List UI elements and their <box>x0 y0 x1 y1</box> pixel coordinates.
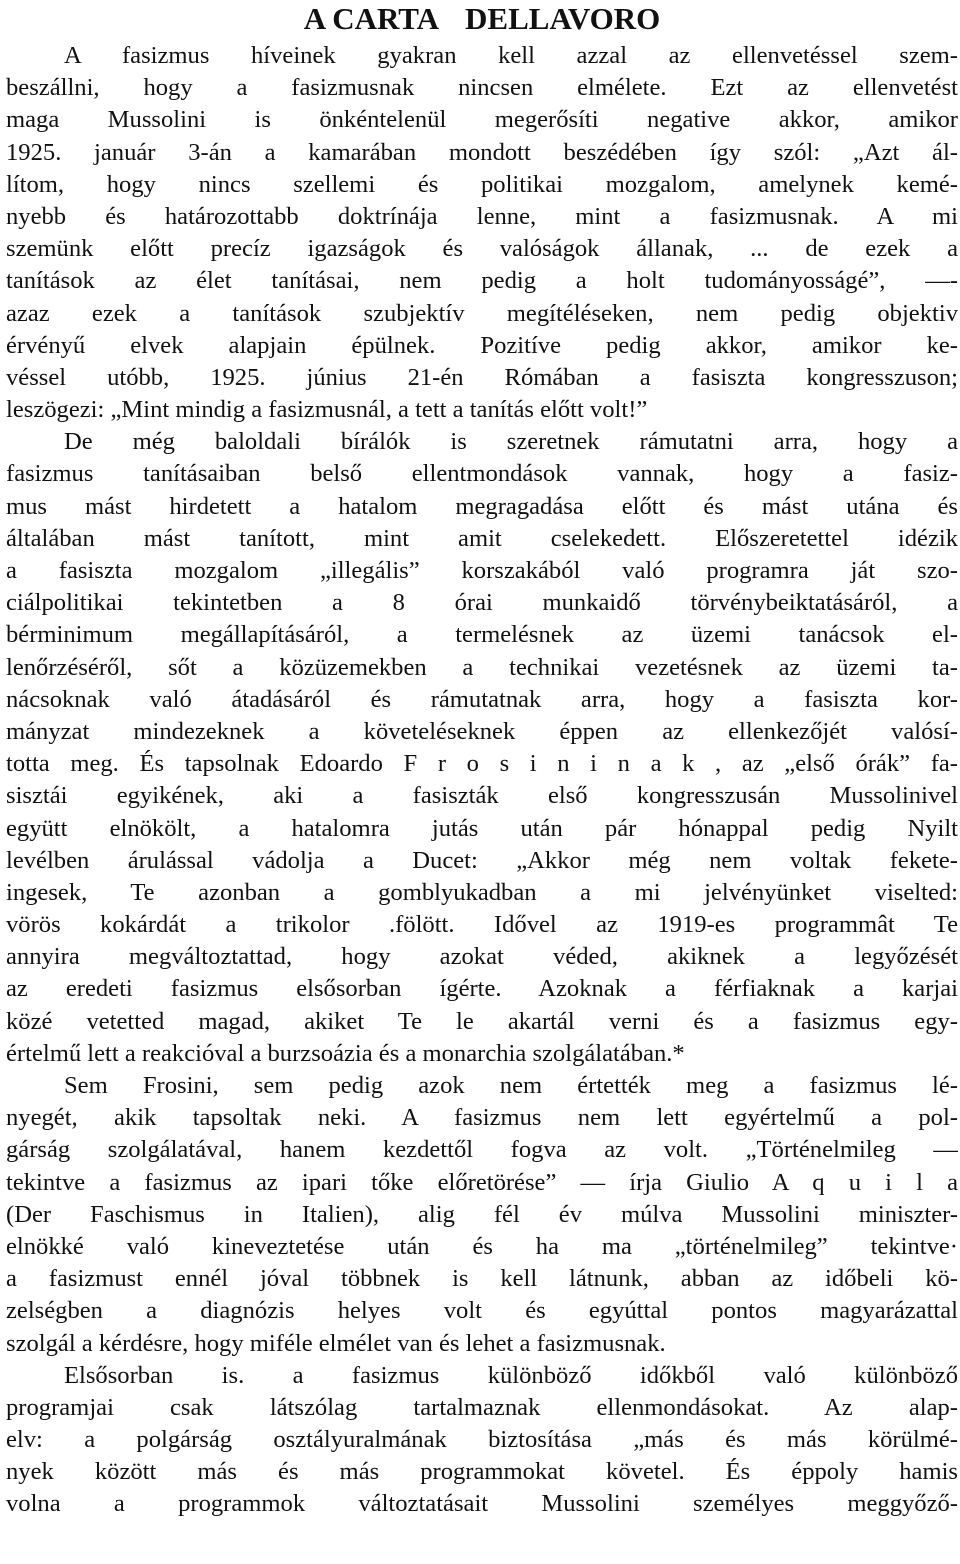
text-line: a fasizmust ennél jóval többnek is kell látnunk, abban az időbeli kö- <box>6 1265 958 1293</box>
text-line: volna a programmok változtatásait Mussolini személyes meggyőző- <box>6 1490 958 1518</box>
text-line: zelségben a diagnózis helyes volt és egyúttal pontos magyarázattal <box>6 1297 958 1325</box>
text-line: gárság szolgálatával, hanem kezdettől fogva az volt. „Történelmileg — <box>6 1136 958 1164</box>
title-word-1: A CARTA <box>303 1 440 36</box>
text-line: nyek között más és más programmokat követel. És éppoly hamis <box>6 1458 958 1486</box>
text-line: beszállni, hogy a fasizmusnak nincsen elmélete. Ezt az ellenvetést <box>6 74 958 102</box>
text-line: szolgál a kérdésre, hogy miféle elmélet van és lehet a fasizmusnak. <box>6 1329 666 1357</box>
text-line: az eredeti fasizmus elsősorban ígérte. Azoknak a férfiaknak a karjai <box>6 975 958 1003</box>
text-line: programjai csak látszólag tartalmaznak ellenmondásokat. Az alap- <box>6 1393 958 1421</box>
text-line: Elsősorban is. a fasizmus különböző időkből való különböző <box>64 1361 958 1389</box>
text-line: A fasizmus híveinek gyakran kell azzal az ellenvetéssel szem- <box>64 42 958 69</box>
text-line: azaz ezek a tanítások szubjektív megítéléseken, nem pedig objektiv <box>6 299 958 327</box>
document-page <box>6 0 958 1521</box>
text-line: elv: a polgárság osztályuralmának biztosítása „más és más körülmé- <box>6 1426 958 1454</box>
text-line: tekintve a fasizmus az ipari tőke előretörése” — írja Giulio A q u i l a <box>6 1168 958 1196</box>
text-line: fasizmus tanításaiban belső ellentmondások vannak, hogy a fasiz- <box>6 460 958 488</box>
text-line: tanítások az élet tanításai, nem pedig a holt tudományosságé”, —- <box>6 267 958 295</box>
text-line: vörös kokárdát a trikolor .fölött. Idővel az 1919-es programmât Te <box>6 911 958 939</box>
paragraph <box>6 40 958 426</box>
title-word-2: DELLAVORO <box>465 1 661 36</box>
text-line: 1925. január 3-án a kamarában mondott beszédében így szól: „Azt ál- <box>6 138 958 166</box>
body-text <box>6 40 958 1521</box>
text-line: ciálpolitikai tekintetben a 8 órai munkaidő törvénybeiktatásáról, a <box>6 589 958 617</box>
text-line: mányzat mindezeknek a követeléseknek éppen az ellenkezőjét valósí- <box>6 717 958 745</box>
text-line: maga Mussolini is önkéntelenül megerősíti negative akkor, amikor <box>6 106 958 134</box>
text-line: De még baloldali bírálók is szeretnek rámutatni arra, hogy a <box>64 428 958 456</box>
text-line: érvényű elvek alapjain épülnek. Pozitíve pedig akkor, amikor ke- <box>6 331 958 359</box>
page-title <box>6 0 958 40</box>
text-line: bérminimum megállapításáról, a termelésnek az üzemi tanácsok el- <box>6 621 958 649</box>
text-line: sisztái egyikének, aki a fasiszták első kongresszusán Mussolinivel <box>6 782 958 810</box>
text-line: általában mást tanított, mint amit cselekedett. Előszeretettel idézik <box>6 524 958 552</box>
text-line: nyegét, akik tapsoltak neki. A fasizmus nem lett egyértelmű a pol- <box>6 1104 958 1132</box>
text-line: nyebb és határozottabb doktrínája lenne, mint a fasizmusnak. A mi <box>6 202 958 230</box>
paragraph <box>6 1070 958 1360</box>
text-line: közé vetetted magad, akiket Te le akartál verni és a fasizmus egy- <box>6 1007 958 1035</box>
text-line: véssel utóbb, 1925. június 21-én Rómában a fasiszta kongresszuson; <box>6 363 958 391</box>
text-line: együtt elnökölt, a hatalomra jutás után pár hónappal pedig Nyilt <box>6 814 958 842</box>
text-line: elnökké való kineveztetése után és ha ma „történelmileg” tekintve· <box>6 1232 958 1260</box>
text-line: totta meg. És tapsolnak Edoardo F r o s i n i n a k , az „első órák” fa- <box>6 750 958 778</box>
text-line: mus mást hirdetett a hatalom megragadása előtt és mást utána és <box>6 492 958 520</box>
text-line: ingesek, Te azonban a gomblyukadban a mi jelvényünket viselted: <box>6 878 958 906</box>
text-line: (Der Faschismus in Italien), alig fél év múlva Mussolini miniszter- <box>6 1200 958 1228</box>
text-line: értelmű lett a reakcióval a burzsoázia és a monarchia szolgálatában.* <box>6 1039 685 1067</box>
text-line: szemünk előtt precíz igazságok és valóságok állanak, ... de ezek a <box>6 235 958 263</box>
text-line: a fasiszta mozgalom „illegális” korszakából való programra ját szo- <box>6 557 958 584</box>
paragraph <box>6 1360 958 1521</box>
text-line: nácsoknak való átadásáról és rámutatnak arra, hogy a fasiszta kor- <box>6 685 958 713</box>
text-line: lenőrzéséről, sőt a közüzemekben a technikai vezetésnek az üzemi ta- <box>6 653 958 681</box>
text-line: leszögezi: „Mint mindig a fasizmusnál, a tett a tanítás előtt volt!” <box>6 396 648 424</box>
text-line: annyira megváltoztattad, hogy azokat véded, akiknek a legyőzését <box>6 943 958 971</box>
text-line: levélben árulással vádolja a Ducet: „Akkor még nem voltak fekete- <box>6 846 958 874</box>
text-line: Sem Frosini, sem pedig azok nem értették meg a fasizmus lé- <box>64 1072 958 1099</box>
text-line: lítom, hogy nincs szellemi és politikai mozgalom, amelynek kemé- <box>6 170 958 198</box>
paragraph <box>6 426 958 1070</box>
